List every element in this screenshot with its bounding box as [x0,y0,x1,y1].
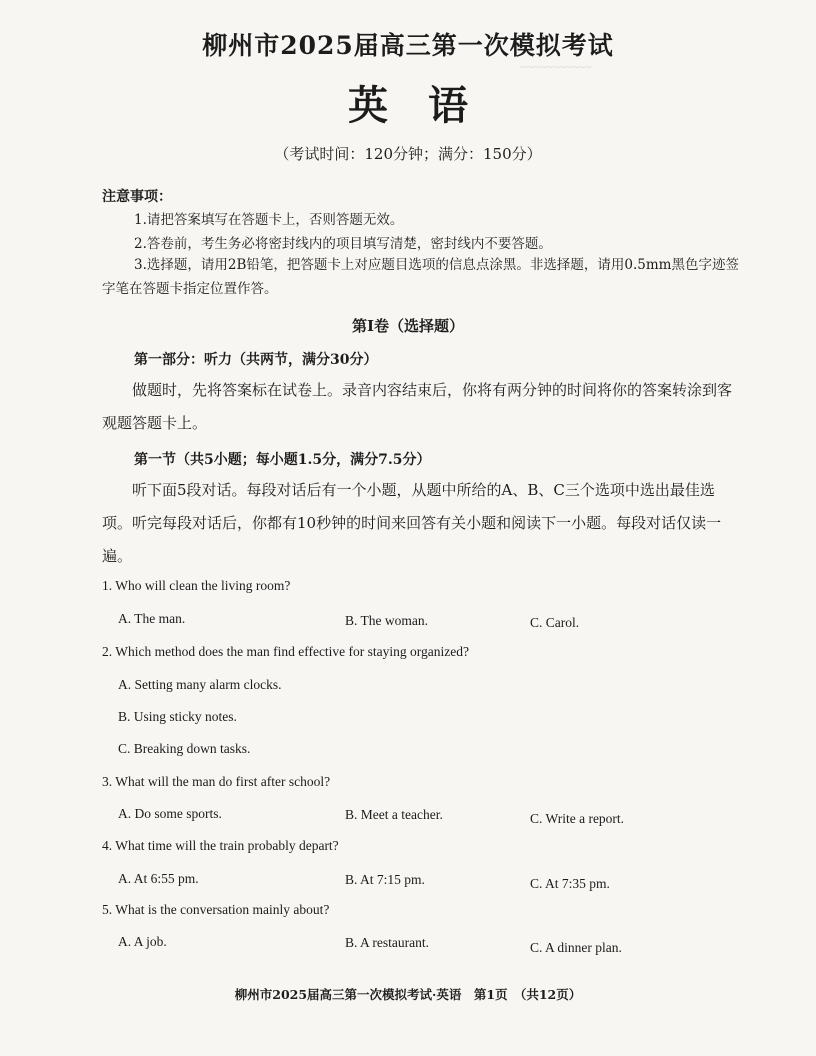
exam-info: （考试时间：120分钟；满分：150分） [274,145,542,163]
notes-heading: 注意事项： [102,189,172,205]
option-b: B. At 7:15 pm. [345,872,425,887]
exam-title: 柳州市2025届高三第一次模拟考试 [202,31,614,60]
option-a: A. The man. [118,611,186,626]
option-a: A. A job. [118,934,167,949]
question-stem: 1. Who will clean the living room? [102,578,291,593]
note-item: 3.选择题，请用2B铅笔，把答题卡上对应题目选项的信息点涂黑。非选择题，请用0.5mm黑色字迹签字笔在答题卡指定位置作答。 [102,257,739,297]
option-b: B. Meet a teacher. [345,807,443,822]
option-a: A. At 6:55 pm. [118,871,199,886]
option-b: B. Using sticky notes. [118,709,237,724]
option-c: C. Write a report. [530,811,625,826]
volume-title: 第Ⅰ卷（选择题） [351,317,465,335]
question-stem: 2. Which method does the man find effective for staying organized? [102,644,470,659]
option-a: A. Setting many alarm clocks. [118,677,282,692]
part-heading: 第一部分：听力（共两节，满分30分） [134,352,378,368]
question-stem: 5. What is the conversation mainly about? [102,902,330,917]
option-c: C. A dinner plan. [530,940,622,955]
subject-title: 英语 [348,82,508,129]
option-c: C. Breaking down tasks. [118,741,251,756]
option-b: B. A restaurant. [345,935,429,950]
option-c: C. Carol. [530,615,580,630]
option-a: A. Do some sports. [118,806,222,821]
page-footer: 柳州市2025届高三第一次模拟考试·英语 第1页 （共12页） [234,987,582,1002]
option-c: C. At 7:35 pm. [530,876,610,891]
question-stem: 4. What time will the train probably depart? [102,838,339,853]
note-item: 2.答卷前，考生务必将密封线内的项目填写清楚，密封线内不要答题。 [134,236,552,252]
question-stem: 3. What will the man do first after school? [102,774,331,789]
option-b: B. The woman. [345,613,428,628]
bleed-through-mark: ~~~~~~~~~~~ [520,60,592,74]
section-heading: 第一节（共5小题；每小题1.5分，满分7.5分） [134,452,431,468]
note-item: 1.请把答案填写在答题卡上，否则答题无效。 [134,212,404,228]
part-instruction: 做题时，先将答案标在试卷上。录音内容结束后，你将有两分钟的时间将你的答案转涂到客观题答题卡上。 [102,381,733,432]
section-instruction: 听下面5段对话。每段对话后有一个小题，从题中所给的A、B、C三个选项中选出最佳选项。听完每段对话后，你都有10秒钟的时间来回答有关小题和阅读下一小题。每段对话仅读一遍。 [102,481,722,565]
